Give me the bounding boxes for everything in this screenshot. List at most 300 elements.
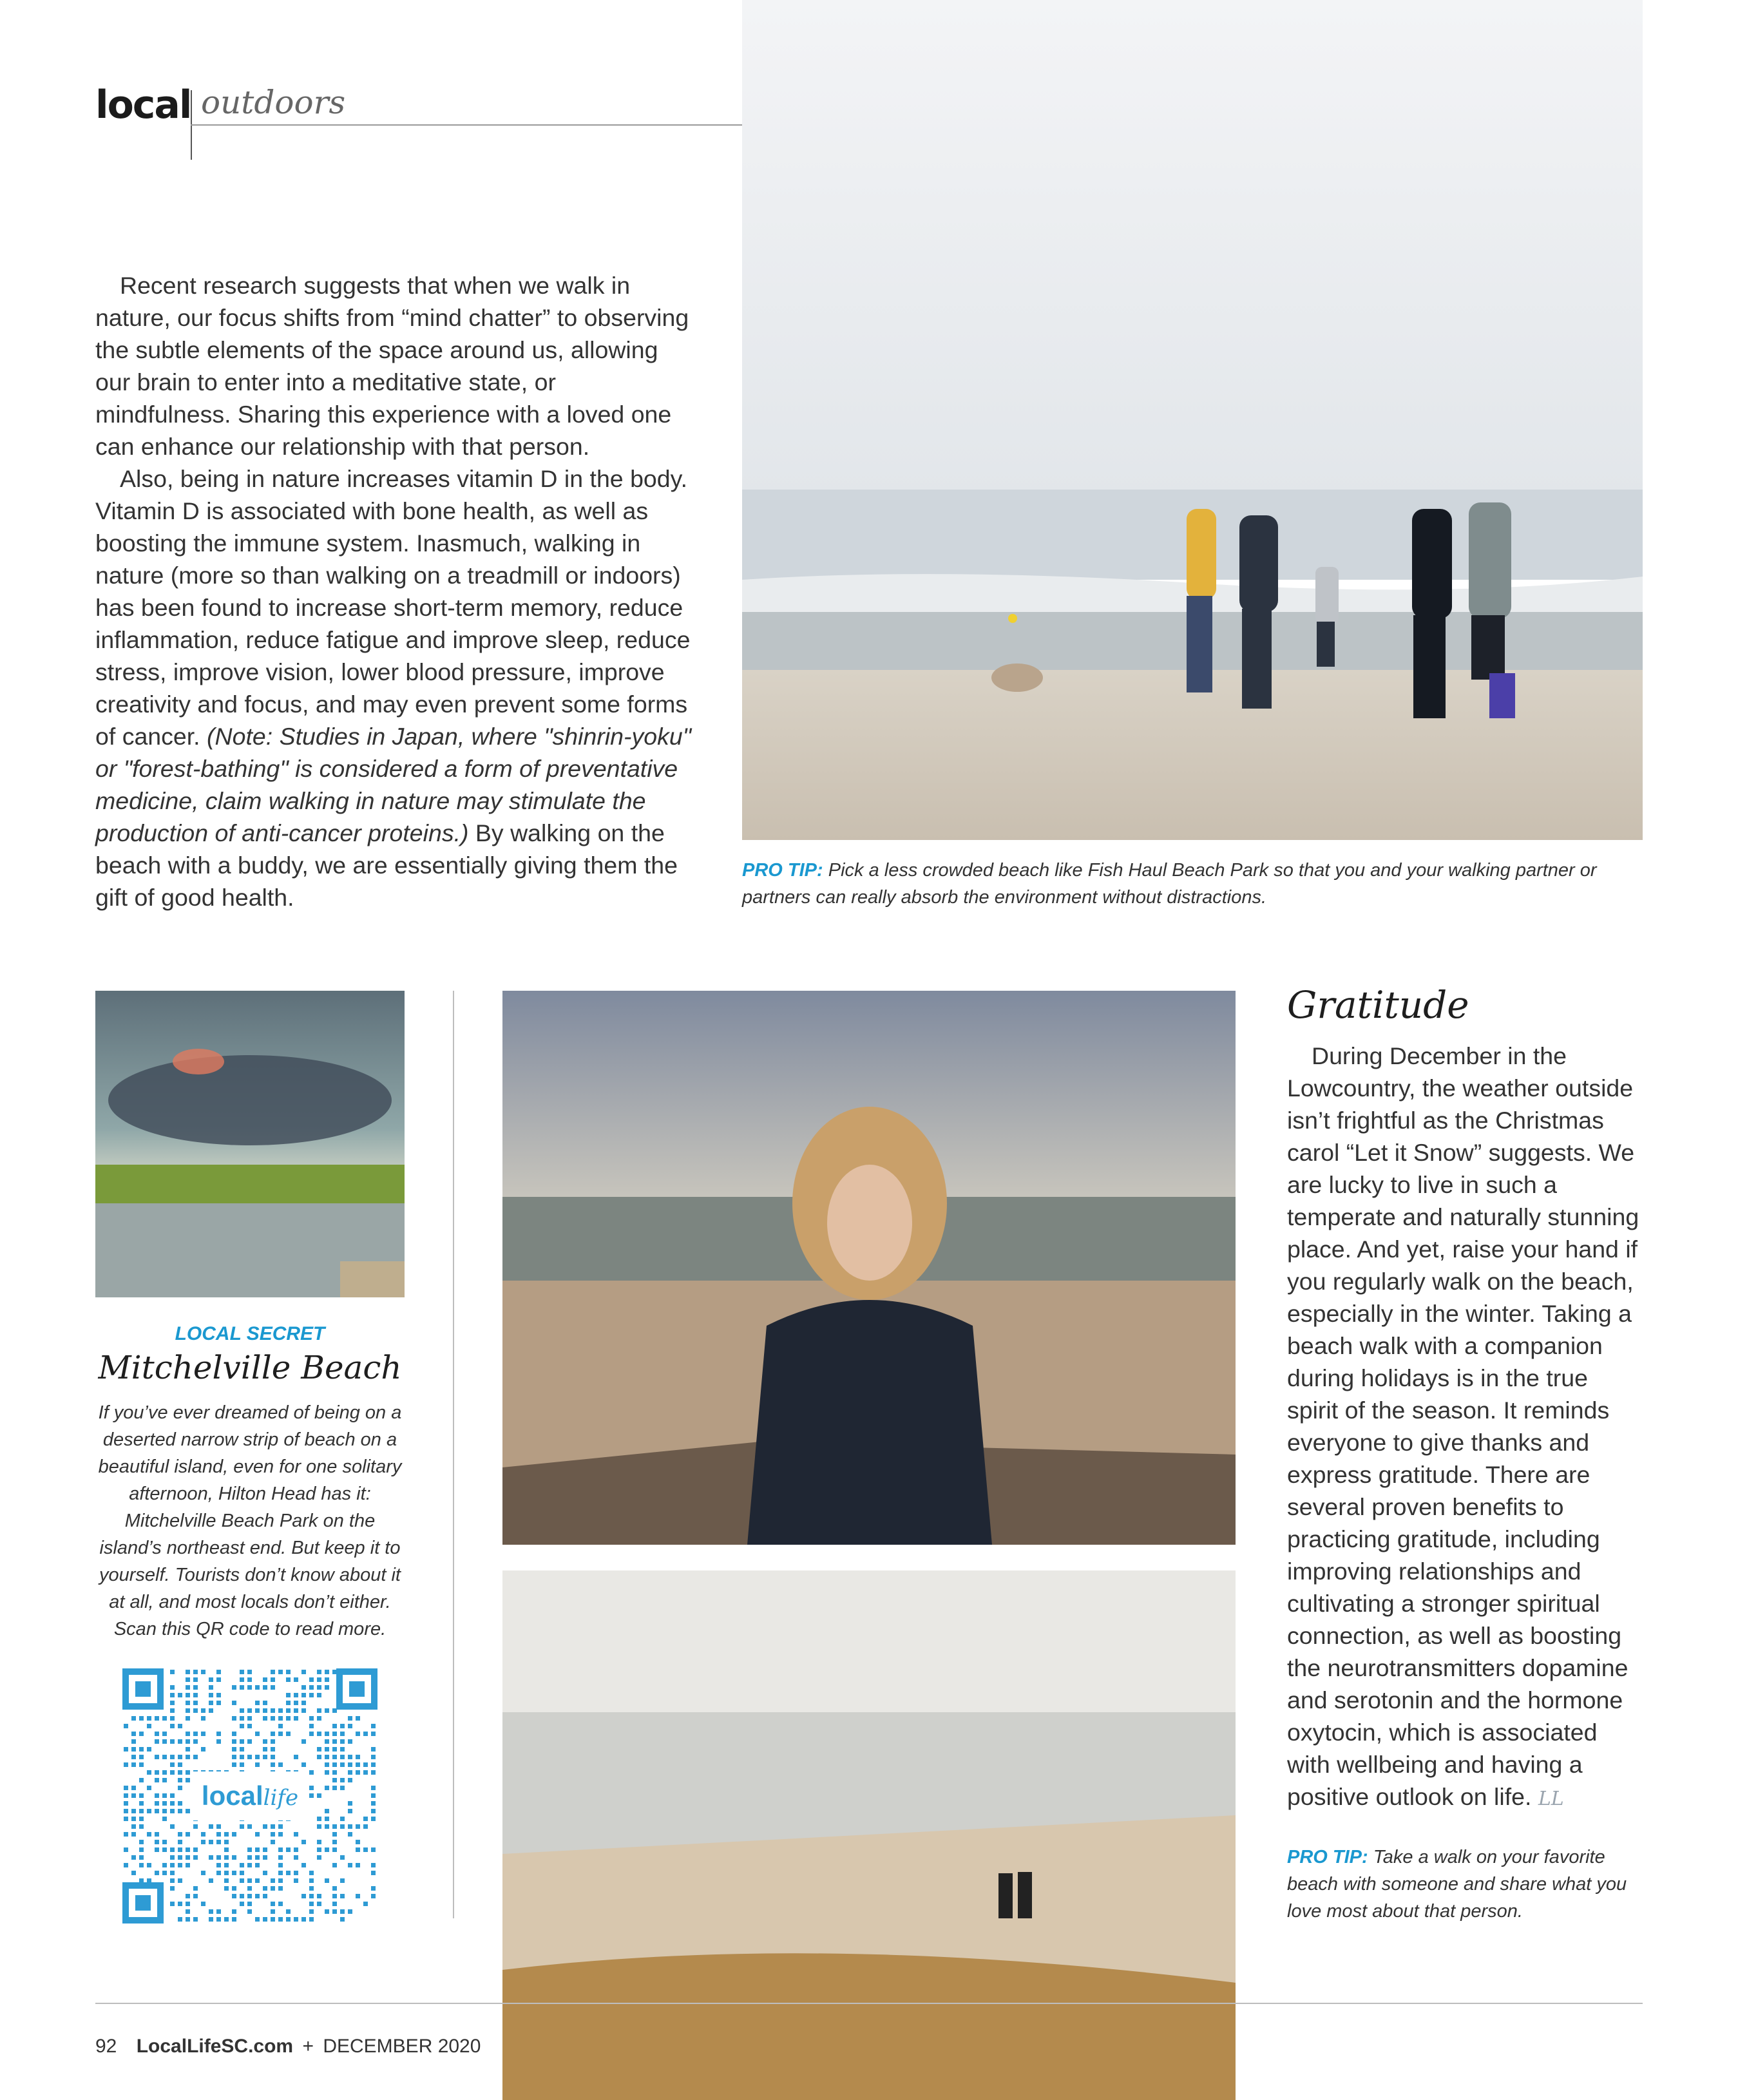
qr-module	[155, 1716, 159, 1721]
local-secret-label: LOCAL SECRET	[175, 1323, 325, 1344]
qr-module	[178, 1917, 182, 1922]
qr-module	[186, 1902, 190, 1906]
qr-module	[340, 1878, 345, 1883]
qr-module	[294, 1708, 298, 1713]
qr-module	[363, 1824, 368, 1829]
qr-module	[332, 1894, 337, 1898]
qr-module	[278, 1708, 283, 1713]
brand-logo: local	[95, 82, 191, 128]
qr-module	[232, 1701, 236, 1705]
qr-module	[232, 1762, 236, 1767]
qr-module	[216, 1863, 221, 1867]
qr-module	[309, 1909, 314, 1914]
pro-tip-caption-right: PRO TIP: Take a walk on your favorite beach with someone and share what you love most about that person.	[1287, 1847, 1627, 1922]
qr-module	[294, 1871, 298, 1875]
qr-module	[224, 1917, 229, 1922]
qr-module	[263, 1739, 267, 1744]
qr-module	[162, 1817, 167, 1821]
qr-module	[201, 1840, 205, 1844]
qr-module	[278, 1732, 283, 1736]
qr-module	[209, 1917, 213, 1922]
qr-module	[332, 1909, 337, 1914]
qr-module	[201, 1732, 205, 1736]
qr-module	[363, 1847, 368, 1852]
qr-module	[309, 1685, 314, 1690]
qr-module	[301, 1693, 306, 1697]
qr-module	[301, 1708, 306, 1713]
qr-module	[317, 1732, 321, 1736]
qr-module	[186, 1917, 190, 1922]
pro-tip-label: PRO TIP:	[1287, 1847, 1368, 1867]
qr-module	[348, 1739, 352, 1744]
qr-module	[247, 1863, 252, 1867]
qr-module	[255, 1762, 260, 1767]
qr-module	[255, 1708, 260, 1713]
qr-module	[186, 1747, 190, 1752]
qr-module	[193, 1739, 198, 1744]
qr-module	[340, 1909, 345, 1914]
qr-module	[317, 1847, 321, 1852]
qr-module	[332, 1832, 337, 1837]
qr-module	[216, 1670, 221, 1674]
qr-module	[294, 1917, 298, 1922]
qr-module	[278, 1670, 283, 1674]
local-secret-title: Mitchelville Beach	[98, 1349, 402, 1386]
qr-module	[139, 1855, 144, 1860]
qr-module	[348, 1778, 352, 1782]
qr-module	[340, 1786, 345, 1790]
qr-module	[286, 1716, 291, 1721]
qr-module	[131, 1832, 136, 1837]
qr-module	[162, 1847, 167, 1852]
qr-module	[255, 1685, 260, 1690]
qr-module	[170, 1863, 175, 1867]
qr-module	[371, 1863, 376, 1867]
qr-module	[139, 1747, 144, 1752]
website-link[interactable]: LocalLifeSC.com	[136, 2036, 294, 2057]
qr-module	[147, 1878, 151, 1883]
qr-module	[131, 1732, 136, 1736]
qr-module	[178, 1847, 182, 1852]
qr-module	[240, 1755, 244, 1759]
qr-module	[247, 1755, 252, 1759]
qr-module	[232, 1894, 236, 1898]
qr-module	[139, 1793, 144, 1798]
qr-module	[255, 1878, 260, 1883]
issue-date: DECEMBER 2020	[323, 2036, 481, 2057]
qr-module	[263, 1855, 267, 1860]
gratitude-heading: Gratitude	[1287, 983, 1469, 1027]
qr-module	[263, 1886, 267, 1891]
qr-module	[178, 1724, 182, 1728]
qr-module	[317, 1902, 321, 1906]
qr-module	[247, 1739, 252, 1744]
qr-module	[348, 1770, 352, 1775]
qr-module	[162, 1716, 167, 1721]
qr-module	[301, 1863, 306, 1867]
qr-module	[301, 1840, 306, 1844]
page-number: 92	[95, 2036, 117, 2057]
qr-module	[178, 1739, 182, 1744]
qr-module	[340, 1724, 345, 1728]
qr-module	[340, 1739, 345, 1744]
qr-module	[186, 1809, 190, 1813]
intro-paragraph-2: Also, being in nature increases vitamin D in the body. Vitamin D is associated with bone health, as well as boosting the immune system. Inasmuch, walking in nature (more so than walking on a treadmill or indoors) has been found to increase short-term memory, reduce inflammation, reduce fatigue and improve sleep, reduce stress, improve vision, lower blood pressure, improve creativity and focus, and may even prevent some forms of cancer. (Note: Studies in Japan, where "shinrin-yoku" or "forest-bathing" is considered a form of preventative medicine, claim walking in nature may stimulate the production of anti-cancer proteins.) By walking on the beach with a buddy, we are essentially giving them the gift of good health.	[95, 465, 692, 911]
qr-module	[340, 1917, 345, 1922]
qr-module	[271, 1685, 275, 1690]
qr-module	[356, 1755, 360, 1759]
qr-module	[131, 1871, 136, 1875]
qr-module	[193, 1886, 198, 1891]
qr-module	[162, 1840, 167, 1844]
qr-module	[124, 1801, 128, 1806]
qr-module	[193, 1855, 198, 1860]
qr-module	[332, 1670, 337, 1674]
qr-module	[193, 1732, 198, 1736]
qr-module	[178, 1801, 182, 1806]
qr-module	[209, 1693, 213, 1697]
sidebar-divider	[453, 991, 454, 1918]
qr-module	[139, 1716, 144, 1721]
qr-module	[186, 1778, 190, 1782]
qr-module	[348, 1801, 352, 1806]
qr-module	[332, 1778, 337, 1782]
marsh-sunset-photo	[95, 991, 405, 1297]
qr-module	[348, 1863, 352, 1867]
qr-module	[139, 1817, 144, 1821]
qr-module	[255, 1863, 260, 1867]
pro-tip-caption-top: PRO TIP: Pick a less crowded beach like Fish Haul Beach Park so that you and your walking partner or partners can really absorb the environment without distractions.	[742, 860, 1597, 908]
qr-module	[131, 1786, 136, 1790]
qr-module	[325, 1732, 329, 1736]
qr-module	[356, 1762, 360, 1767]
qr-module	[178, 1832, 182, 1837]
qr-module	[278, 1863, 283, 1867]
qr-logo-text: locallife	[201, 1780, 299, 1811]
qr-module	[124, 1762, 128, 1767]
qr-module	[155, 1755, 159, 1759]
qr-module	[309, 1716, 314, 1721]
qr-module	[247, 1716, 252, 1721]
qr-module	[201, 1708, 205, 1713]
qr-module	[348, 1832, 352, 1837]
qr-module	[170, 1886, 175, 1891]
qr-module	[294, 1755, 298, 1759]
qr-module	[216, 1855, 221, 1860]
qr-module	[309, 1770, 314, 1775]
qr-module	[247, 1886, 252, 1891]
qr-module	[317, 1793, 321, 1798]
qr-module	[271, 1886, 275, 1891]
qr-module	[286, 1693, 291, 1697]
qr-module	[294, 1847, 298, 1852]
intro-article-text	[95, 269, 694, 913]
qr-module	[240, 1902, 244, 1906]
qr-module	[162, 1778, 167, 1782]
qr-module	[178, 1840, 182, 1844]
qr-module	[309, 1793, 314, 1798]
qr-module	[147, 1716, 151, 1721]
qr-module	[232, 1917, 236, 1922]
author-signature: LL	[1538, 1788, 1564, 1810]
qr-module	[332, 1724, 337, 1728]
qr-module	[340, 1817, 345, 1821]
qr-module	[247, 1878, 252, 1883]
qr-module	[232, 1747, 236, 1752]
qr-module	[224, 1886, 229, 1891]
qr-module	[232, 1739, 236, 1744]
qr-module	[271, 1824, 275, 1829]
qr-module	[139, 1878, 144, 1883]
qr-module	[332, 1747, 337, 1752]
qr-module	[294, 1716, 298, 1721]
qr-module	[325, 1809, 329, 1813]
qr-module	[155, 1778, 159, 1782]
qr-module	[201, 1747, 205, 1752]
qr-module	[155, 1871, 159, 1875]
qr-module	[201, 1871, 205, 1875]
qr-module	[216, 1917, 221, 1922]
qr-module	[170, 1693, 175, 1697]
qr-module	[255, 1855, 260, 1860]
qr-module	[178, 1762, 182, 1767]
qr-module	[356, 1770, 360, 1775]
qr-module	[139, 1732, 144, 1736]
qr-module	[278, 1716, 283, 1721]
qr-module	[170, 1755, 175, 1759]
qr-module	[309, 1902, 314, 1906]
qr-module	[332, 1708, 337, 1713]
qr-module	[147, 1863, 151, 1867]
qr-module	[201, 1902, 205, 1906]
qr-module	[255, 1832, 260, 1837]
qr-module	[325, 1755, 329, 1759]
qr-module	[193, 1693, 198, 1697]
qr-code[interactable]	[122, 1668, 377, 1923]
page-footer	[95, 2036, 481, 2057]
qr-module	[139, 1778, 144, 1782]
qr-module	[263, 1917, 267, 1922]
qr-module	[216, 1739, 221, 1744]
qr-module	[240, 1739, 244, 1744]
qr-module	[371, 1770, 376, 1775]
qr-module	[286, 1677, 291, 1682]
qr-module	[363, 1817, 368, 1821]
qr-module	[186, 1670, 190, 1674]
qr-module	[131, 1855, 136, 1860]
qr-module	[216, 1677, 221, 1682]
qr-module	[271, 1747, 275, 1752]
qr-module	[340, 1747, 345, 1752]
qr-module	[139, 1824, 144, 1829]
qr-module	[216, 1840, 221, 1844]
qr-module	[209, 1909, 213, 1914]
qr-module	[278, 1724, 283, 1728]
qr-module	[348, 1755, 352, 1759]
qr-module	[271, 1909, 275, 1914]
qr-module	[209, 1878, 213, 1883]
qr-module	[186, 1770, 190, 1775]
qr-module	[147, 1724, 151, 1728]
qr-module	[240, 1685, 244, 1690]
qr-module	[371, 1817, 376, 1821]
qr-module	[356, 1840, 360, 1844]
pro-tip-label: PRO TIP:	[742, 860, 823, 881]
qr-module	[224, 1855, 229, 1860]
qr-module	[340, 1855, 345, 1860]
qr-module	[332, 1786, 337, 1790]
qr-module	[186, 1677, 190, 1682]
qr-module	[170, 1793, 175, 1798]
qr-module	[147, 1747, 151, 1752]
qr-module	[325, 1817, 329, 1821]
qr-module	[301, 1670, 306, 1674]
qr-module	[193, 1847, 198, 1852]
qr-module	[240, 1863, 244, 1867]
qr-module	[278, 1832, 283, 1837]
qr-module	[124, 1863, 128, 1867]
qr-module	[340, 1894, 345, 1898]
qr-module	[332, 1886, 337, 1891]
qr-module	[170, 1809, 175, 1813]
qr-module	[317, 1840, 321, 1844]
qr-module	[224, 1871, 229, 1875]
qr-module	[371, 1793, 376, 1798]
qr-module	[224, 1878, 229, 1883]
qr-module	[363, 1762, 368, 1767]
qr-module	[263, 1824, 267, 1829]
qr-module	[317, 1708, 321, 1713]
qr-module	[278, 1847, 283, 1852]
qr-module	[263, 1847, 267, 1852]
qr-module	[356, 1863, 360, 1867]
qr-module	[371, 1801, 376, 1806]
qr-module	[209, 1677, 213, 1682]
qr-module	[240, 1708, 244, 1713]
qr-module	[309, 1677, 314, 1682]
qr-module	[186, 1755, 190, 1759]
qr-module	[147, 1786, 151, 1790]
qr-module	[240, 1824, 244, 1829]
qr-module	[271, 1840, 275, 1844]
woman-on-beach-photo	[502, 991, 1236, 1545]
qr-module	[255, 1847, 260, 1852]
qr-module	[317, 1817, 321, 1821]
qr-module	[294, 1701, 298, 1705]
qr-module	[271, 1732, 275, 1736]
qr-module	[186, 1739, 190, 1744]
qr-module	[178, 1786, 182, 1790]
qr-module	[317, 1716, 321, 1721]
qr-module	[170, 1878, 175, 1883]
qr-module	[193, 1917, 198, 1922]
qr-module	[348, 1762, 352, 1767]
qr-module	[294, 1878, 298, 1883]
qr-module	[247, 1894, 252, 1898]
qr-module	[325, 1909, 329, 1914]
qr-module	[371, 1847, 376, 1852]
qr-module	[263, 1716, 267, 1721]
qr-module	[317, 1894, 321, 1898]
qr-module	[216, 1832, 221, 1837]
qr-module	[309, 1732, 314, 1736]
qr-module	[232, 1871, 236, 1875]
qr-module	[271, 1755, 275, 1759]
qr-module	[325, 1685, 329, 1690]
qr-module	[170, 1847, 175, 1852]
qr-module	[271, 1708, 275, 1713]
qr-module	[124, 1724, 128, 1728]
qr-module	[286, 1917, 291, 1922]
qr-module	[155, 1832, 159, 1837]
qr-module	[170, 1902, 175, 1906]
qr-module	[139, 1847, 144, 1852]
qr-module	[371, 1732, 376, 1736]
qr-module	[317, 1855, 321, 1860]
qr-module	[286, 1847, 291, 1852]
qr-module	[271, 1832, 275, 1837]
qr-module	[193, 1670, 198, 1674]
gratitude-text	[1287, 1040, 1643, 1815]
qr-module	[193, 1824, 198, 1829]
qr-module	[371, 1755, 376, 1759]
qr-module	[247, 1685, 252, 1690]
qr-module	[294, 1693, 298, 1697]
qr-module	[309, 1724, 314, 1728]
qr-module	[325, 1762, 329, 1767]
qr-module	[162, 1732, 167, 1736]
qr-module	[139, 1840, 144, 1844]
qr-module	[193, 1677, 198, 1682]
qr-module	[271, 1677, 275, 1682]
qr-module	[178, 1855, 182, 1860]
qr-module	[170, 1701, 175, 1705]
qr-module	[286, 1701, 291, 1705]
qr-module	[371, 1786, 376, 1790]
qr-module	[186, 1685, 190, 1690]
qr-module	[356, 1847, 360, 1852]
qr-module	[147, 1832, 151, 1837]
qr-module	[170, 1708, 175, 1713]
qr-module	[162, 1755, 167, 1759]
qr-module	[178, 1778, 182, 1782]
qr-module	[263, 1708, 267, 1713]
qr-module	[371, 1747, 376, 1752]
qr-module	[139, 1801, 144, 1806]
qr-module	[309, 1917, 314, 1922]
qr-module	[216, 1732, 221, 1736]
qr-module	[247, 1724, 252, 1728]
qr-module	[240, 1724, 244, 1728]
qr-module	[317, 1685, 321, 1690]
qr-module	[340, 1755, 345, 1759]
qr-module	[232, 1716, 236, 1721]
qr-module	[139, 1863, 144, 1867]
qr-module	[186, 1701, 190, 1705]
qr-module	[186, 1855, 190, 1860]
qr-module	[186, 1708, 190, 1713]
beach-walk-photo	[742, 0, 1643, 840]
qr-module	[325, 1847, 329, 1852]
qr-module	[263, 1755, 267, 1759]
qr-module	[348, 1809, 352, 1813]
qr-module	[294, 1855, 298, 1860]
qr-module	[348, 1716, 352, 1721]
qr-module	[286, 1732, 291, 1736]
qr-module	[193, 1755, 198, 1759]
local-secret-body: If you’ve ever dreamed of being on a deserted narrow strip of beach on a beautiful island, even for one solitary afternoon, Hilton Head has it: Mitchelville Beach Park on the island’s northeast end. But keep it to yourself. Tourists don’t know about it at all, and most locals don’t either. Scan this QR code to read more.	[98, 1402, 402, 1639]
qr-module	[356, 1824, 360, 1829]
